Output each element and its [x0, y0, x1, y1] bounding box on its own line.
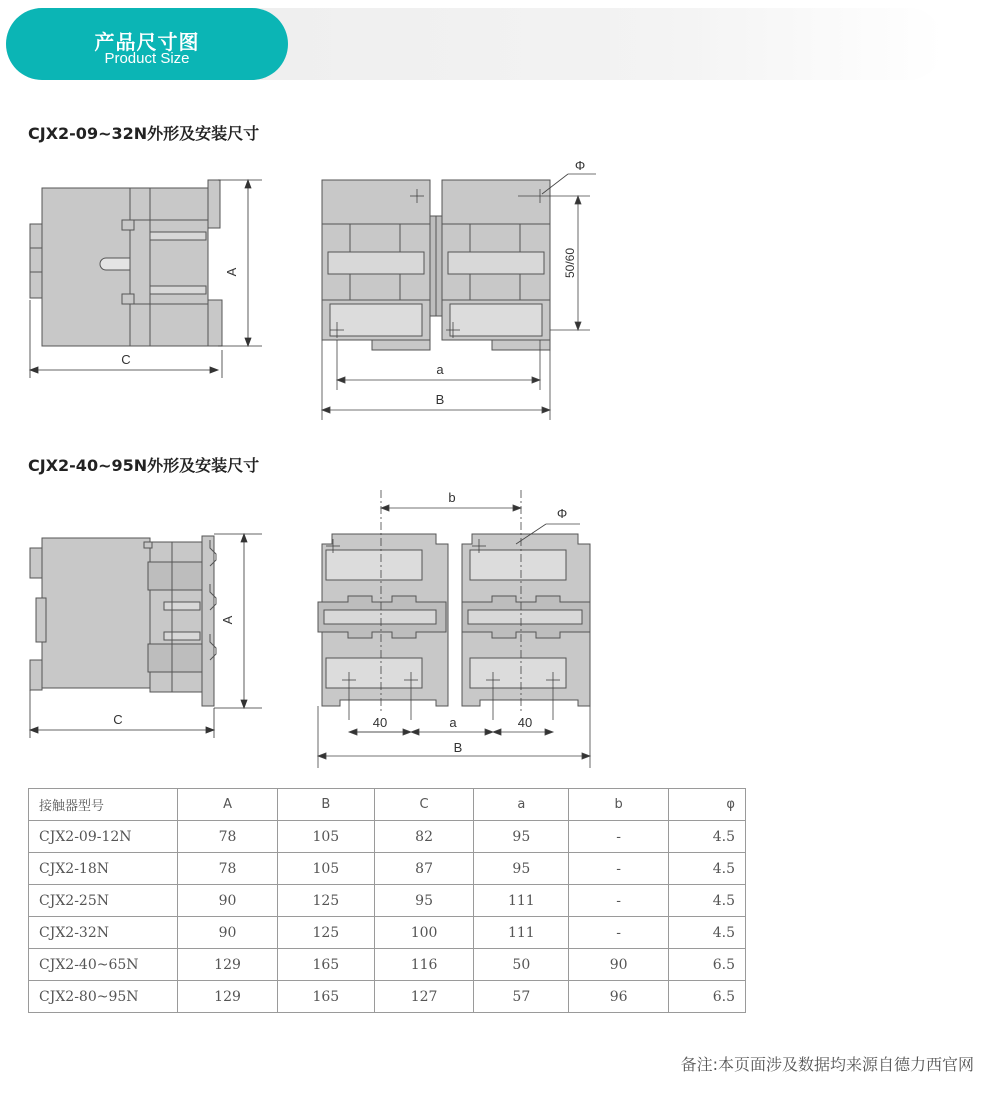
cell-b: -	[569, 917, 668, 949]
cell-a: 95	[474, 853, 569, 885]
dim-label-40-left: 40	[372, 715, 388, 730]
cell-b: -	[569, 821, 668, 853]
cell-C: 116	[374, 949, 473, 981]
section-title-2: CJX2-40~95N外形及安装尺寸	[28, 456, 260, 475]
header-title-pill	[6, 8, 288, 80]
col-header-A: A	[178, 789, 277, 821]
dim-label-a: a	[436, 362, 444, 377]
cell-B: 105	[277, 821, 374, 853]
cell-phi: 4.5	[668, 821, 745, 853]
cell-model: CJX2-09-12N	[29, 821, 178, 853]
cell-B: 165	[277, 949, 374, 981]
cell-A: 78	[178, 821, 277, 853]
cell-phi: 4.5	[668, 885, 745, 917]
cell-A: 90	[178, 917, 277, 949]
cell-a: 57	[474, 981, 569, 1013]
cell-b: -	[569, 885, 668, 917]
cell-A: 90	[178, 885, 277, 917]
cell-model: CJX2-32N	[29, 917, 178, 949]
header-title-en: Product Size	[104, 50, 190, 67]
header-title-cn: 产品尺寸图	[94, 30, 200, 54]
table-header-row	[29, 789, 746, 821]
dim-label-B-2: B	[453, 740, 463, 755]
cell-a: 50	[474, 949, 569, 981]
dim-label-A: A	[224, 267, 239, 277]
cell-model: CJX2-40~65N	[29, 949, 178, 981]
cell-a: 111	[474, 885, 569, 917]
table-row	[29, 821, 746, 853]
col-header-B: B	[277, 789, 374, 821]
col-header-phi: φ	[668, 789, 745, 821]
cell-phi: 6.5	[668, 981, 745, 1013]
section-title-1: CJX2-09~32N外形及安装尺寸	[28, 124, 260, 143]
cell-A: 129	[178, 949, 277, 981]
cell-b: -	[569, 853, 668, 885]
table-row	[29, 885, 746, 917]
col-header-b: b	[569, 789, 668, 821]
table-row	[29, 917, 746, 949]
source-note: 备注:本页面涉及数据均来源自德力西官网	[680, 1055, 974, 1074]
cell-A: 78	[178, 853, 277, 885]
cell-A: 129	[178, 981, 277, 1013]
dim-label-A-2: A	[220, 615, 235, 625]
cell-phi: 6.5	[668, 949, 745, 981]
dim-label-a-2: a	[449, 715, 457, 730]
cell-B: 105	[277, 853, 374, 885]
cell-a: 95	[474, 821, 569, 853]
drawing-cjx2-40-95	[0, 484, 620, 774]
cell-model: CJX2-18N	[29, 853, 178, 885]
cell-C: 95	[374, 885, 473, 917]
dimension-table	[28, 788, 746, 1013]
cell-model: CJX2-25N	[29, 885, 178, 917]
table-row	[29, 853, 746, 885]
table-row	[29, 949, 746, 981]
dim-label-C: C	[121, 352, 131, 367]
cell-B: 125	[277, 917, 374, 949]
col-header-a: a	[474, 789, 569, 821]
cell-C: 100	[374, 917, 473, 949]
dim-label-50-60: 50/60	[563, 247, 577, 279]
cell-C: 127	[374, 981, 473, 1013]
table-row	[29, 981, 746, 1013]
col-header-C: C	[374, 789, 473, 821]
cell-B: 165	[277, 981, 374, 1013]
drawing-cjx2-09-32	[0, 150, 620, 430]
dim-label-b: b	[448, 490, 456, 505]
dim-label-phi-2: Φ	[556, 506, 568, 521]
cell-model: CJX2-80~95N	[29, 981, 178, 1013]
cell-phi: 4.5	[668, 853, 745, 885]
cell-C: 87	[374, 853, 473, 885]
cell-C: 82	[374, 821, 473, 853]
dim-label-phi: Φ	[574, 158, 586, 173]
dim-label-40-right: 40	[517, 715, 533, 730]
dim-label-C-2: C	[113, 712, 123, 727]
cell-b: 96	[569, 981, 668, 1013]
dim-label-B: B	[435, 392, 445, 407]
cell-a: 111	[474, 917, 569, 949]
cell-B: 125	[277, 885, 374, 917]
col-header-model: 接触器型号	[29, 789, 178, 821]
cell-b: 90	[569, 949, 668, 981]
cell-phi: 4.5	[668, 917, 745, 949]
